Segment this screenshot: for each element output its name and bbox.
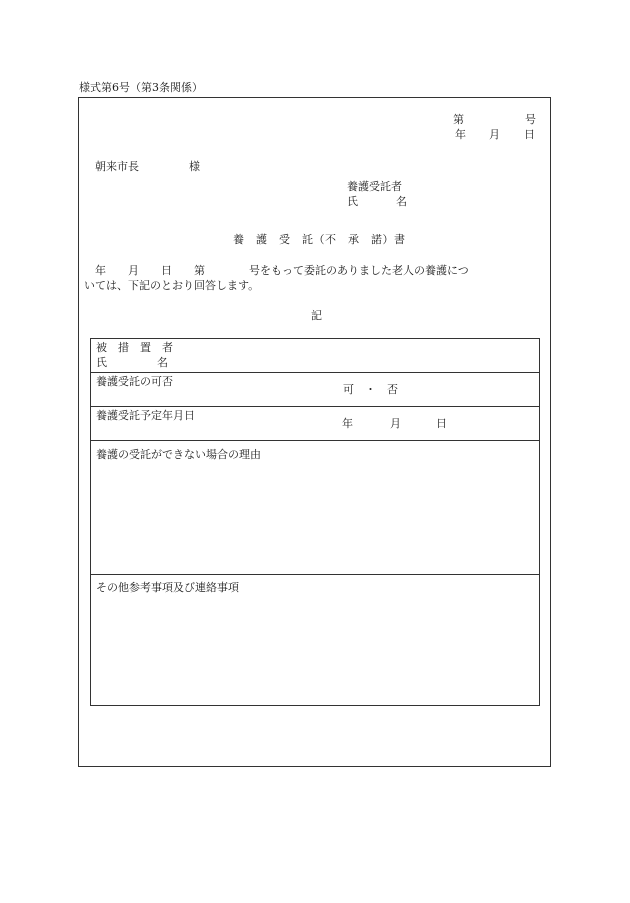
scheduled-year-label: 年: [342, 417, 353, 430]
subject-label: 被 措 置 者: [96, 341, 173, 354]
note-heading: 記: [311, 309, 322, 322]
body-text-line-1: 年 月 日 第 号をもって委託のありました老人の養護につ: [95, 264, 469, 277]
applicant-name-suffix: 名: [396, 195, 407, 208]
scheduled-date-label: 養護受託予定年月日: [96, 409, 195, 422]
table-row-divider: [91, 574, 539, 575]
form-heading: 様式第6号（第3条関係）: [79, 81, 203, 94]
other-notes-label: その他参考事項及び連絡事項: [96, 581, 239, 594]
date-day-label: 日: [524, 128, 535, 141]
subject-name-suffix: 名: [157, 356, 168, 369]
document-number-suffix: 号: [525, 113, 536, 126]
document-number-label: 第: [453, 113, 464, 126]
document-title: 養 護 受 託（不 承 諾）書: [233, 233, 406, 246]
addressee-title: 朝来市長: [95, 160, 139, 173]
table-row-divider: [91, 372, 539, 373]
scheduled-month-label: 月: [390, 417, 401, 430]
refusal-reason-label: 養護の受託ができない場合の理由: [96, 448, 261, 461]
date-month-label: 月: [489, 128, 500, 141]
table-row-divider: [91, 406, 539, 407]
date-year-label: 年: [455, 128, 466, 141]
addressee-honorific: 様: [189, 160, 200, 173]
scheduled-day-label: 日: [436, 417, 447, 430]
applicant-name-label: 氏: [347, 195, 358, 208]
acceptance-options: 可 ・ 否: [343, 383, 398, 396]
body-text-line-2: いては、下記のとおり回答します。: [84, 279, 260, 292]
acceptance-label: 養護受託の可否: [96, 375, 173, 388]
applicant-label: 養護受託者: [347, 180, 402, 193]
detail-table: [90, 338, 540, 706]
subject-name-label: 氏: [96, 356, 107, 369]
table-row-divider: [91, 440, 539, 441]
